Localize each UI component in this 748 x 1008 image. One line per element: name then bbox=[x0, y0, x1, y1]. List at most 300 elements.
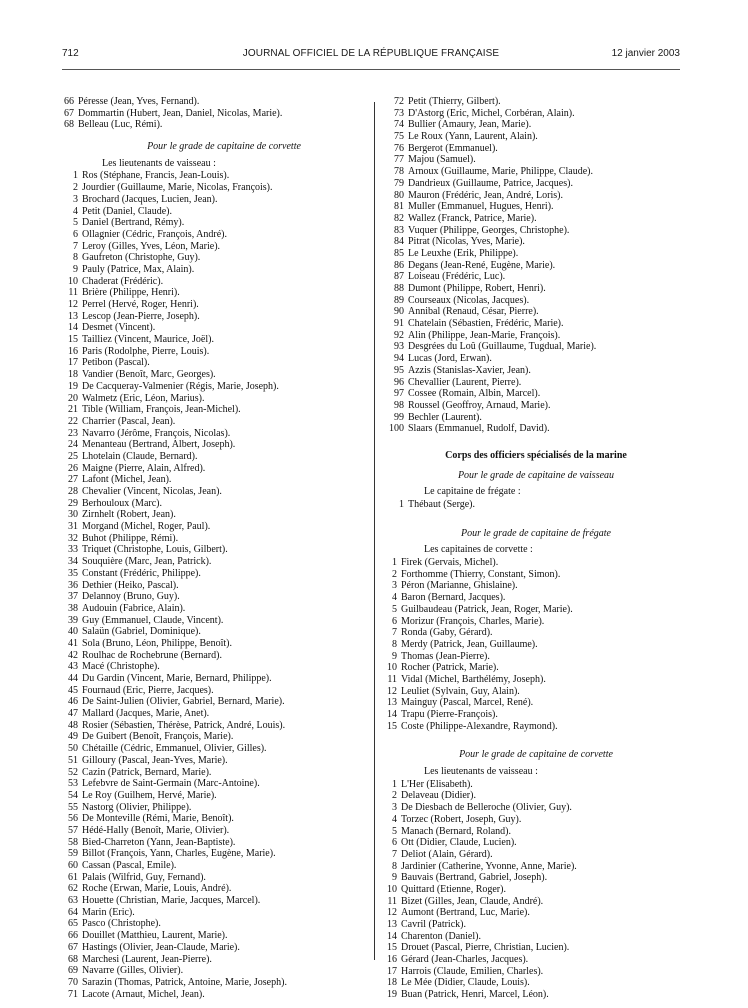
entry-number: 90 bbox=[394, 306, 404, 318]
entry-name: Dumont (Philippe, Robert, Henri). bbox=[408, 283, 546, 294]
entry-number: 75 bbox=[394, 131, 404, 143]
entry-name: Brochard (Jacques, Lucien, Jean). bbox=[82, 193, 218, 205]
entry-name: De Guibert (Benoît, François, Marie). bbox=[82, 731, 234, 743]
entry-name: Daniel (Bertrand, Rémy). bbox=[82, 217, 185, 229]
entry-number: 19 bbox=[387, 989, 397, 1001]
list-item bbox=[64, 241, 364, 253]
list-item bbox=[64, 603, 364, 615]
entry-name: Guy (Emmanuel, Claude, Vincent). bbox=[82, 614, 224, 626]
entry-name: Dandrieux (Guillaume, Patrice, Jacques). bbox=[408, 177, 573, 189]
entry-name: Palais (Wilfrid, Guy, Fernand). bbox=[82, 871, 206, 883]
entry-name: Thébaut (Serge). bbox=[408, 499, 476, 510]
entry-name: Roche (Erwan, Marie, Louis, André). bbox=[82, 883, 232, 895]
entry-number: 64 bbox=[68, 906, 78, 918]
entry-number: 4 bbox=[73, 205, 78, 217]
list-item bbox=[64, 673, 364, 685]
left-continued-list bbox=[64, 96, 364, 131]
entry-name: Belleau (Luc, Rémi). bbox=[78, 119, 163, 131]
entry-number: 18 bbox=[387, 977, 397, 989]
entry-name: Drouet (Pascal, Pierre, Christian, Lucien). bbox=[401, 942, 570, 954]
section-spacer bbox=[386, 732, 686, 739]
promotion-section bbox=[386, 749, 686, 1007]
list-item bbox=[386, 295, 686, 307]
entry-name: Le Leuxhe (Erik, Philippe). bbox=[408, 247, 519, 259]
list-item bbox=[64, 194, 364, 206]
entry-name: Cassan (Pascal, Emile). bbox=[82, 860, 177, 871]
entry-number: 59 bbox=[68, 848, 78, 860]
entry-name: Majou (Samuel). bbox=[408, 154, 476, 166]
right-sections bbox=[386, 470, 686, 1008]
list-item bbox=[64, 451, 364, 463]
section-grade-heading: Pour le grade de capitaine de corvette bbox=[459, 749, 613, 761]
list-item bbox=[386, 942, 686, 954]
list-item bbox=[386, 119, 686, 131]
list-item bbox=[386, 802, 686, 814]
list-item bbox=[64, 743, 364, 755]
entry-number: 63 bbox=[68, 895, 78, 907]
entry-name: Dommartin (Hubert, Jean, Daniel, Nicolas, Marie). bbox=[78, 107, 283, 119]
list-item bbox=[386, 686, 686, 698]
entry-name: Billot (François, Yann, Charles, Eugène, Marie). bbox=[82, 848, 276, 860]
list-item bbox=[64, 731, 364, 743]
entry-number: 15 bbox=[387, 942, 397, 954]
entry-number: 7 bbox=[392, 848, 397, 860]
list-item bbox=[64, 428, 364, 440]
entry-name: Sarazin (Thomas, Patrick, Antoine, Marie, Joseph). bbox=[82, 976, 287, 988]
entry-number: 82 bbox=[394, 212, 404, 224]
list-item bbox=[386, 306, 686, 318]
entry-name: Triquet (Christophe, Louis, Gilbert). bbox=[82, 544, 228, 556]
entry-name: Chaderat (Frédéric). bbox=[82, 275, 164, 287]
list-item bbox=[386, 884, 686, 896]
entry-number: 12 bbox=[387, 685, 397, 697]
list-item bbox=[386, 721, 686, 733]
entry-name: Navarre (Gilles, Olivier). bbox=[82, 965, 184, 977]
entry-number: 96 bbox=[394, 376, 404, 388]
entry-name: Petit (Daniel, Claude). bbox=[82, 205, 172, 217]
entry-number: 76 bbox=[394, 142, 404, 154]
entry-number: 95 bbox=[394, 364, 404, 376]
section-rank-label: Les capitaines de corvette : bbox=[424, 544, 533, 556]
entry-name: Trapu (Pierre-François). bbox=[401, 709, 498, 720]
entry-name: Torzec (Robert, Joseph, Guy). bbox=[401, 813, 522, 825]
entry-name: Quittard (Etienne, Roger). bbox=[401, 883, 506, 895]
entry-name: Audouin (Fabrice, Alain). bbox=[82, 602, 186, 614]
entry-number: 53 bbox=[68, 778, 78, 790]
entry-name: Houette (Christian, Marie, Jacques, Marcel). bbox=[82, 895, 261, 907]
entry-name: Lacote (Arnaut, Michel, Jean). bbox=[82, 988, 205, 1000]
page-number: 712 bbox=[62, 48, 79, 59]
list-item bbox=[386, 178, 686, 190]
list-item bbox=[64, 954, 364, 966]
entry-name: De Diesbach de Belleroche (Olivier, Guy). bbox=[401, 802, 572, 814]
entry-number: 8 bbox=[73, 252, 78, 264]
entry-name: Pasco (Christophe). bbox=[82, 918, 161, 930]
entry-name: Loiseau (Frédéric, Luc). bbox=[408, 271, 506, 283]
entry-number: 1 bbox=[73, 170, 78, 182]
entry-number: 10 bbox=[68, 275, 78, 287]
entry-number: 55 bbox=[68, 801, 78, 813]
entry-name: Delannoy (Bruno, Guy). bbox=[82, 591, 180, 603]
list-item bbox=[386, 201, 686, 213]
list-item bbox=[64, 311, 364, 323]
entry-name: Morizur (François, Charles, Marie). bbox=[401, 615, 545, 627]
list-item bbox=[386, 966, 686, 978]
list-item bbox=[386, 580, 686, 592]
entry-number: 27 bbox=[68, 474, 78, 486]
list-item bbox=[64, 463, 364, 475]
entry-number: 57 bbox=[68, 824, 78, 836]
list-item bbox=[386, 143, 686, 155]
journal-title: JOURNAL OFFICIEL DE LA RÉPUBLIQUE FRANÇAISE bbox=[242, 48, 500, 59]
list-item bbox=[386, 697, 686, 709]
entry-number: 1 bbox=[392, 778, 397, 790]
entry-name: Zirnhelt (Robert, Jean). bbox=[82, 509, 176, 521]
list-item bbox=[64, 895, 364, 907]
entry-number: 2 bbox=[392, 568, 397, 580]
list-item bbox=[64, 381, 364, 393]
entry-name: Walmetz (Eric, Léon, Marius). bbox=[82, 392, 205, 404]
entry-number: 9 bbox=[73, 263, 78, 275]
entry-number: 17 bbox=[387, 965, 397, 977]
entry-number: 79 bbox=[394, 177, 404, 189]
list-item bbox=[64, 206, 364, 218]
list-item bbox=[386, 931, 686, 943]
list-item bbox=[64, 287, 364, 299]
entry-name: Azzis (Stanislas-Xavier, Jean). bbox=[408, 364, 531, 376]
list-item bbox=[386, 674, 686, 686]
list-item bbox=[64, 907, 364, 919]
entry-number: 83 bbox=[394, 224, 404, 236]
entry-number: 7 bbox=[73, 240, 78, 252]
entry-number: 14 bbox=[68, 322, 78, 334]
entry-number: 49 bbox=[68, 731, 78, 743]
list-item bbox=[386, 400, 686, 412]
entry-name: Brière (Philippe, Henri). bbox=[82, 287, 180, 299]
list-item bbox=[64, 96, 364, 108]
list-item bbox=[386, 977, 686, 989]
entry-number: 46 bbox=[68, 696, 78, 708]
entry-number: 39 bbox=[68, 614, 78, 626]
entry-number: 93 bbox=[394, 341, 404, 353]
entry-number: 42 bbox=[68, 649, 78, 661]
section-grade-heading: Pour le grade de capitaine de vaisseau bbox=[457, 469, 615, 481]
promotion-section bbox=[386, 528, 686, 740]
list-item bbox=[64, 439, 364, 451]
list-item bbox=[386, 330, 686, 342]
list-item bbox=[64, 638, 364, 650]
entry-number: 36 bbox=[68, 579, 78, 591]
entry-number: 11 bbox=[387, 673, 397, 685]
entry-number: 92 bbox=[394, 329, 404, 341]
list-item bbox=[386, 248, 686, 260]
entry-name: Petibon (Pascal). bbox=[82, 357, 150, 369]
entry-number: 80 bbox=[394, 189, 404, 201]
entry-number: 32 bbox=[68, 532, 78, 544]
list-item bbox=[64, 170, 364, 182]
list-item bbox=[64, 498, 364, 510]
list-item bbox=[386, 341, 686, 353]
entry-number: 61 bbox=[68, 871, 78, 883]
list-item bbox=[64, 357, 364, 369]
entry-name: Petit (Thierry, Gilbert). bbox=[408, 96, 501, 107]
entry-number: 67 bbox=[64, 107, 74, 119]
entry-number: 26 bbox=[68, 462, 78, 474]
entry-number: 97 bbox=[394, 388, 404, 400]
list-item bbox=[64, 276, 364, 288]
list-item bbox=[386, 814, 686, 826]
entry-number: 3 bbox=[73, 193, 78, 205]
entry-number: 12 bbox=[387, 907, 397, 919]
entry-number: 65 bbox=[68, 918, 78, 930]
list-item bbox=[386, 131, 686, 143]
entry-name: Fournaud (Eric, Pierre, Jacques). bbox=[82, 684, 214, 696]
left-column bbox=[64, 96, 364, 1000]
entry-name: Mallard (Jacques, Marie, Anet). bbox=[82, 708, 210, 720]
entry-number: 10 bbox=[387, 883, 397, 895]
list-item bbox=[64, 486, 364, 498]
list-item bbox=[64, 108, 364, 120]
section-rank-label: Les lieutenants de vaisseau : bbox=[424, 766, 538, 778]
entry-number: 8 bbox=[392, 860, 397, 872]
corps-heading: Corps des officiers spécialisés de la marine bbox=[445, 449, 627, 461]
entry-name: Buhot (Philippe, Rémi). bbox=[82, 532, 179, 544]
list-item bbox=[64, 119, 364, 131]
entry-name: Degans (Jean-René, Eugène, Marie). bbox=[408, 259, 556, 271]
entry-name: Dethier (Heiko, Pascal). bbox=[82, 579, 179, 591]
entry-name: Sola (Bruno, Léon, Philippe, Benoît). bbox=[82, 637, 232, 649]
entry-number: 74 bbox=[394, 119, 404, 131]
entry-name: Leroy (Gilles, Yves, Léon, Marie). bbox=[82, 240, 221, 252]
list-item bbox=[64, 965, 364, 977]
entry-name: Ronda (Gaby, Gérard). bbox=[401, 627, 493, 639]
list-item bbox=[64, 802, 364, 814]
list-item bbox=[386, 907, 686, 919]
entry-name: Gilloury (Pascal, Jean-Yves, Marie). bbox=[82, 754, 228, 766]
entry-name: Forthomme (Thierry, Constant, Simon). bbox=[401, 568, 561, 580]
entry-number: 33 bbox=[68, 544, 78, 556]
section-grade-heading: Pour le grade de capitaine de frégate bbox=[461, 527, 611, 539]
entry-number: 68 bbox=[68, 953, 78, 965]
entry-number: 14 bbox=[387, 709, 397, 720]
entry-name: Buan (Patrick, Henri, Marcel, Léon). bbox=[401, 989, 549, 1001]
entry-number: 78 bbox=[394, 166, 404, 178]
entry-number: 56 bbox=[68, 813, 78, 825]
entry-number: 86 bbox=[394, 259, 404, 271]
header-rule bbox=[62, 69, 680, 70]
entry-number: 85 bbox=[394, 247, 404, 259]
list-item bbox=[386, 919, 686, 931]
entry-number: 29 bbox=[68, 497, 78, 509]
entry-name: Roulhac de Rochebrune (Bernard). bbox=[82, 649, 222, 661]
list-item bbox=[64, 989, 364, 1001]
list-item bbox=[64, 556, 364, 568]
list-item bbox=[386, 709, 686, 721]
entry-number: 3 bbox=[392, 580, 397, 592]
list-item bbox=[64, 767, 364, 779]
entry-name: Rocher (Patrick, Marie). bbox=[401, 662, 499, 674]
entry-name: Chétaille (Cédric, Emmanuel, Olivier, Gilles). bbox=[82, 743, 267, 755]
entry-name: Ros (Stéphane, Francis, Jean-Louis). bbox=[82, 170, 230, 182]
list-item bbox=[64, 720, 364, 732]
entry-number: 99 bbox=[394, 411, 404, 423]
list-item bbox=[64, 918, 364, 930]
entry-name: Bechler (Laurent). bbox=[408, 411, 482, 423]
entry-name: Mauron (Frédéric, Jean, André, Loris). bbox=[408, 189, 563, 201]
list-item bbox=[386, 365, 686, 377]
entry-name: Lhotelain (Claude, Bernard). bbox=[82, 450, 198, 462]
list-item bbox=[64, 521, 364, 533]
entry-name: Pauly (Patrice, Max, Alain). bbox=[82, 263, 195, 275]
entry-number: 72 bbox=[394, 96, 404, 107]
section-spacer bbox=[386, 511, 686, 518]
list-item bbox=[64, 568, 364, 580]
entry-name: Baron (Bernard, Jacques). bbox=[401, 592, 506, 604]
entry-name: Bizet (Gilles, Jean, Claude, André). bbox=[401, 895, 544, 907]
entry-name: Chevallier (Laurent, Pierre). bbox=[408, 376, 522, 388]
entry-name: Marchesi (Laurent, Jean-Pierre). bbox=[82, 953, 212, 965]
list-item bbox=[64, 322, 364, 334]
entry-number: 8 bbox=[392, 638, 397, 650]
entry-name: Slaars (Emmanuel, Rudolf, David). bbox=[408, 423, 550, 435]
entry-number: 25 bbox=[68, 450, 78, 462]
list-item bbox=[64, 580, 364, 592]
list-item bbox=[386, 271, 686, 283]
column-divider bbox=[374, 102, 375, 960]
entry-name: Muller (Emmanuel, Hugues, Henri). bbox=[408, 201, 554, 213]
entry-number: 100 bbox=[389, 423, 404, 435]
entry-name: Paris (Rodolphe, Pierre, Louis). bbox=[82, 345, 210, 357]
list-item bbox=[386, 96, 686, 108]
entry-name: Wallez (Franck, Patrice, Marie). bbox=[408, 212, 537, 224]
entry-number: 10 bbox=[387, 662, 397, 674]
entry-number: 19 bbox=[68, 380, 78, 392]
list-item bbox=[64, 825, 364, 837]
entry-name: Constant (Frédéric, Philippe). bbox=[82, 567, 201, 579]
list-item bbox=[386, 423, 686, 435]
entry-name: Maigne (Pierre, Alain, Alfred). bbox=[82, 462, 206, 474]
list-item bbox=[386, 557, 686, 569]
list-item bbox=[386, 639, 686, 651]
entry-number: 9 bbox=[392, 872, 397, 884]
list-item bbox=[386, 651, 686, 663]
entry-name: Gérard (Jean-Charles, Jacques). bbox=[401, 954, 529, 966]
entry-number: 16 bbox=[387, 954, 397, 966]
list-item bbox=[64, 661, 364, 673]
list-item bbox=[64, 708, 364, 720]
list-item bbox=[386, 662, 686, 674]
entry-number: 71 bbox=[68, 988, 78, 1000]
entry-number: 6 bbox=[73, 228, 78, 240]
entry-name: Bied-Charreton (Yann, Jean-Baptiste). bbox=[82, 836, 236, 848]
entry-name: Pitrat (Nicolas, Yves, Marie). bbox=[408, 236, 525, 248]
list-item bbox=[64, 685, 364, 697]
entry-number: 52 bbox=[68, 766, 78, 778]
entry-number: 14 bbox=[387, 930, 397, 942]
entry-name: Delaveau (Didier). bbox=[401, 790, 476, 802]
entry-name: Le Roux (Yann, Laurent, Alain). bbox=[408, 131, 538, 143]
entry-name: Merdy (Patrick, Jean, Guillaume). bbox=[401, 638, 538, 650]
entry-number: 11 bbox=[68, 287, 78, 299]
entry-name: Thomas (Jean-Pierre). bbox=[401, 650, 490, 662]
list-item bbox=[64, 615, 364, 627]
list-item bbox=[64, 626, 364, 638]
entry-number: 4 bbox=[392, 813, 397, 825]
list-item bbox=[386, 353, 686, 365]
entry-name: Chatelain (Sébastien, Frédéric, Marie). bbox=[408, 318, 564, 330]
entry-name: Ott (Didier, Claude, Lucien). bbox=[401, 837, 517, 849]
list-item bbox=[64, 930, 364, 942]
list-item bbox=[386, 569, 686, 581]
entry-name: Péresse (Jean, Yves, Fernand). bbox=[78, 96, 200, 107]
list-item bbox=[386, 166, 686, 178]
entry-number: 21 bbox=[68, 404, 78, 416]
list-item bbox=[64, 404, 364, 416]
entry-number: 81 bbox=[394, 201, 404, 213]
entry-name: Lafont (Michel, Jean). bbox=[82, 474, 172, 486]
entry-name: Chevalier (Vincent, Nicolas, Jean). bbox=[82, 486, 222, 497]
entry-name: Arnoux (Guillaume, Marie, Philippe, Claude). bbox=[408, 166, 593, 178]
entry-name: Menanteau (Bertrand, Albert, Joseph). bbox=[82, 439, 236, 451]
entry-name: Roussel (Geoffroy, Arnaud, Marie). bbox=[408, 399, 551, 411]
entry-number: 48 bbox=[68, 719, 78, 731]
entry-number: 6 bbox=[392, 837, 397, 849]
list-item bbox=[64, 217, 364, 229]
entry-name: Hédé-Hally (Benoît, Marie, Olivier). bbox=[82, 824, 230, 836]
entry-number: 22 bbox=[68, 415, 78, 427]
list-item bbox=[386, 388, 686, 400]
entry-number: 13 bbox=[387, 919, 397, 930]
list-item bbox=[386, 213, 686, 225]
entry-number: 47 bbox=[68, 708, 78, 720]
entry-number: 62 bbox=[68, 883, 78, 895]
entry-number: 43 bbox=[68, 661, 78, 673]
list-item bbox=[64, 182, 364, 194]
list-item bbox=[386, 790, 686, 802]
entry-number: 1 bbox=[399, 499, 404, 510]
entry-name: Lucas (Jord, Erwan). bbox=[408, 353, 492, 365]
entry-number: 69 bbox=[68, 965, 78, 977]
entry-number: 73 bbox=[394, 107, 404, 119]
entry-name: Alin (Philippe, Jean-Marie, François). bbox=[408, 329, 561, 341]
list-item bbox=[386, 499, 686, 511]
list-item bbox=[386, 318, 686, 330]
entry-number: 44 bbox=[68, 673, 78, 684]
entry-name: L'Her (Elisabeth). bbox=[401, 778, 473, 790]
entry-name: Cavril (Patrick). bbox=[401, 919, 466, 930]
list-item bbox=[64, 369, 364, 381]
list-item bbox=[64, 334, 364, 346]
entry-number: 31 bbox=[68, 521, 78, 533]
entry-number: 54 bbox=[68, 789, 78, 801]
entry-number: 3 bbox=[392, 802, 397, 814]
list-item bbox=[386, 225, 686, 237]
list-item bbox=[64, 229, 364, 241]
entry-number: 11 bbox=[387, 895, 397, 907]
entry-name: Coste (Philippe-Alexandre, Raymond). bbox=[401, 720, 558, 732]
entry-number: 15 bbox=[387, 720, 397, 732]
entry-number: 5 bbox=[73, 217, 78, 229]
entry-name: Le Roy (Guilhem, Hervé, Marie). bbox=[82, 789, 217, 801]
entry-number: 17 bbox=[68, 357, 78, 369]
list-item bbox=[64, 264, 364, 276]
right-continued-list bbox=[386, 96, 686, 435]
entry-name: Tible (William, François, Jean-Michel). bbox=[82, 404, 241, 416]
entry-name: Nastorg (Olivier, Philippe). bbox=[82, 801, 192, 813]
list-item bbox=[64, 509, 364, 521]
entry-number: 15 bbox=[68, 334, 78, 346]
entry-name: De Cacqueray-Valmenier (Régis, Marie, Joseph). bbox=[82, 380, 279, 392]
